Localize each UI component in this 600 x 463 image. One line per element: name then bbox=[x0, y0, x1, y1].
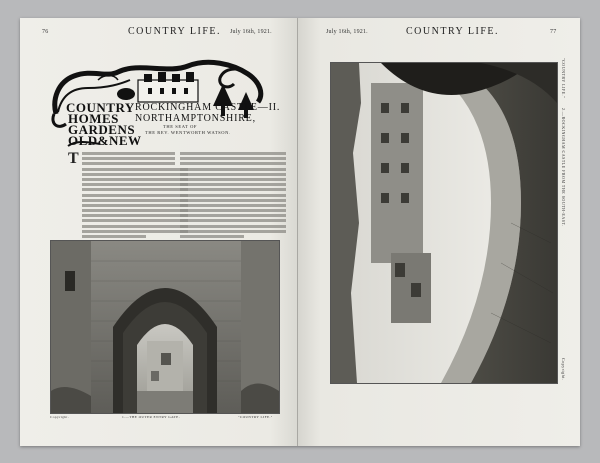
side-note: "COUNTRY LIFE." bbox=[561, 58, 566, 99]
body-text-column-left bbox=[82, 152, 188, 252]
text-line bbox=[82, 225, 188, 228]
article-subtitle: NORTHAMPTONSHIRE, bbox=[135, 113, 256, 124]
magazine-spread bbox=[20, 18, 580, 446]
text-line bbox=[180, 230, 286, 233]
photo-caption-credit: "COUNTRY LIFE." bbox=[238, 415, 273, 419]
text-line bbox=[82, 209, 188, 212]
photo-credit: Copyright. bbox=[50, 415, 70, 419]
text-line bbox=[180, 152, 286, 155]
castle-south-east-photo bbox=[330, 62, 558, 384]
text-line bbox=[82, 157, 175, 160]
masthead-word-old-new: OLD&NEW bbox=[68, 133, 142, 148]
text-line bbox=[82, 183, 188, 186]
text-line bbox=[180, 214, 286, 217]
text-line bbox=[180, 178, 286, 181]
text-line bbox=[82, 194, 188, 197]
right-page bbox=[298, 18, 580, 446]
text-line bbox=[82, 235, 146, 238]
masthead-word-country: COUNTRY bbox=[66, 100, 135, 115]
text-line bbox=[180, 194, 286, 197]
text-line bbox=[82, 168, 188, 171]
masthead-word-gardens: GARDENS bbox=[68, 122, 136, 137]
article-owner: THE REV. WENTWORTH WATSON. bbox=[145, 130, 231, 135]
text-line bbox=[82, 230, 188, 233]
text-line bbox=[82, 173, 188, 176]
article-title-block bbox=[135, 102, 285, 136]
side-caption: 2.—ROCKINGHAM CASTLE FROM THE SOUTH-EAST. bbox=[561, 108, 566, 227]
article-seat: THE SEAT OF bbox=[163, 124, 198, 129]
text-line bbox=[180, 188, 286, 191]
text-line bbox=[180, 219, 286, 222]
left-page-number: 76 bbox=[42, 29, 49, 35]
text-line bbox=[82, 178, 188, 181]
drop-cap: T bbox=[68, 150, 79, 167]
right-page-number: 77 bbox=[550, 29, 557, 35]
left-running-title: COUNTRY LIFE. bbox=[128, 26, 222, 37]
right-date: July 16th, 1921. bbox=[326, 29, 368, 35]
text-line bbox=[180, 225, 286, 228]
text-line bbox=[82, 214, 188, 217]
photo-caption: 1.—THE OUTER ENTRY GATE. bbox=[122, 415, 180, 419]
text-line bbox=[180, 204, 286, 207]
text-line bbox=[82, 162, 175, 165]
text-line bbox=[180, 168, 286, 171]
text-line bbox=[82, 219, 188, 222]
left-page bbox=[20, 18, 298, 446]
side-credit: Copyright. bbox=[561, 358, 566, 381]
right-running-title: COUNTRY LIFE. bbox=[406, 26, 500, 37]
text-line bbox=[180, 183, 286, 186]
text-line bbox=[82, 204, 188, 207]
text-line bbox=[180, 199, 286, 202]
text-line bbox=[180, 209, 286, 212]
text-line bbox=[180, 157, 286, 160]
text-line bbox=[180, 173, 286, 176]
body-text-column-right bbox=[180, 152, 286, 252]
text-line bbox=[82, 188, 188, 191]
article-title: ROCKINGHAM CASTLE—II. bbox=[135, 102, 281, 113]
outer-entry-gate-photo bbox=[50, 240, 280, 414]
text-line bbox=[82, 199, 188, 202]
left-date: July 16th, 1921. bbox=[230, 29, 272, 35]
text-line bbox=[82, 152, 175, 155]
text-line bbox=[180, 162, 286, 165]
text-line bbox=[180, 235, 244, 238]
masthead-word-homes: HOMES bbox=[68, 111, 119, 126]
